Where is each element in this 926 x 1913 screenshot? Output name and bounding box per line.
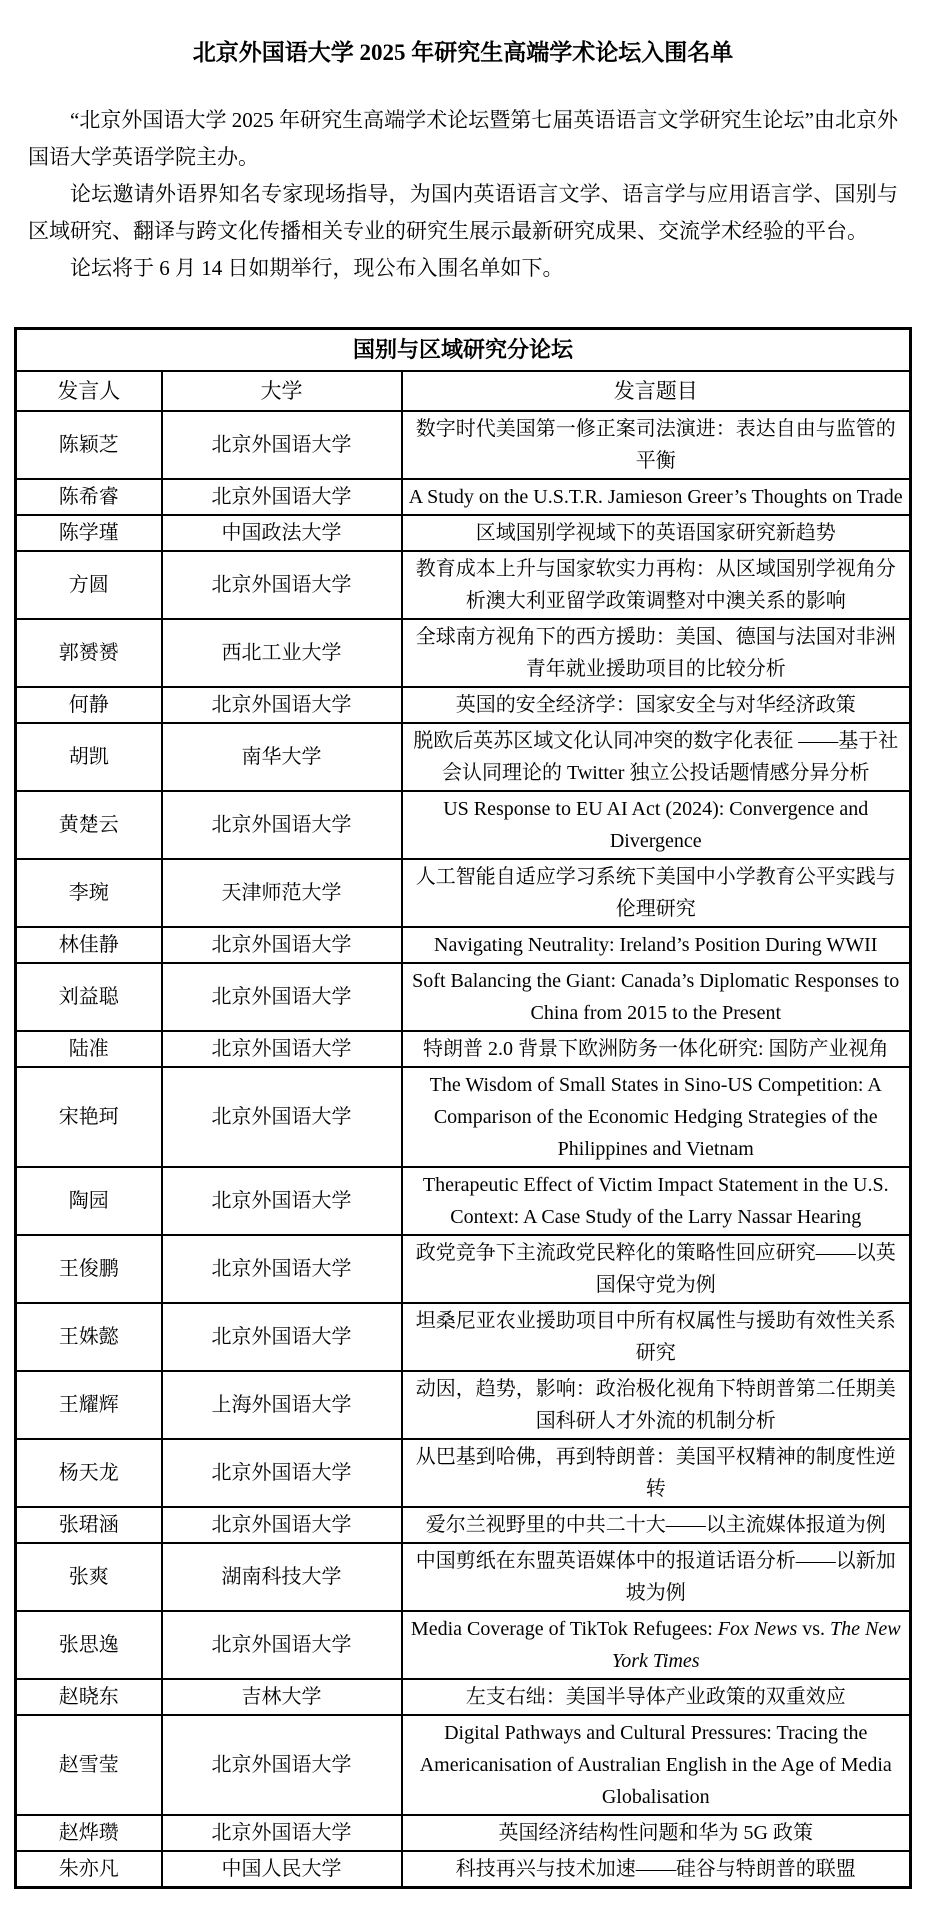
university-cell: 北京外国语大学 bbox=[162, 791, 402, 859]
speaker-cell: 陆准 bbox=[16, 1031, 162, 1067]
table-row bbox=[16, 1851, 911, 1888]
university-cell: 北京外国语大学 bbox=[162, 1715, 402, 1815]
table-row bbox=[16, 551, 911, 619]
document-title: 北京外国语大学 2025 年研究生高端学术论坛入围名单 bbox=[192, 40, 734, 65]
table-row bbox=[16, 1439, 911, 1507]
table-column-header-row bbox=[16, 371, 911, 411]
speaker-cell: 林佳静 bbox=[16, 927, 162, 963]
university-cell: 北京外国语大学 bbox=[162, 1031, 402, 1067]
topic-cell: 脱欧后英苏区域文化认同冲突的数字化表征 ——基于社会认同理论的 Twitter 独立公投话题情感分异分析 bbox=[402, 723, 911, 791]
university-cell: 北京外国语大学 bbox=[162, 963, 402, 1031]
university-cell: 北京外国语大学 bbox=[162, 1235, 402, 1303]
speaker-cell: 王姝懿 bbox=[16, 1303, 162, 1371]
topic-cell: US Response to EU AI Act (2024): Convergence and Divergence bbox=[402, 791, 911, 859]
topic-cell: 爱尔兰视野里的中共二十大——以主流媒体报道为例 bbox=[402, 1507, 911, 1543]
university-cell: 北京外国语大学 bbox=[162, 411, 402, 479]
university-cell: 北京外国语大学 bbox=[162, 1303, 402, 1371]
university-cell: 北京外国语大学 bbox=[162, 551, 402, 619]
topic-cell: Soft Balancing the Giant: Canada’s Diplomatic Responses to China from 2015 to the Present bbox=[402, 963, 911, 1031]
speaker-cell: 胡凯 bbox=[16, 723, 162, 791]
forum-table bbox=[14, 327, 912, 1889]
topic-cell: 数字时代美国第一修正案司法演进：表达自由与监管的平衡 bbox=[402, 411, 911, 479]
topic-cell: A Study on the U.S.T.R. Jamieson Greer’s Thoughts on Trade bbox=[402, 479, 911, 515]
intro-paragraph-host: “北京外国语大学 2025 年研究生高端学术论坛暨第七届英语语言文学研究生论坛”由北京外国语大学英语学院主办。 bbox=[28, 108, 898, 169]
table-row bbox=[16, 723, 911, 791]
table-row bbox=[16, 927, 911, 963]
university-cell: 湖南科技大学 bbox=[162, 1543, 402, 1611]
university-cell: 北京外国语大学 bbox=[162, 1167, 402, 1235]
university-cell: 北京外国语大学 bbox=[162, 927, 402, 963]
topic-cell: 中国剪纸在东盟英语媒体中的报道话语分析——以新加坡为例 bbox=[402, 1543, 911, 1611]
table-row bbox=[16, 515, 911, 551]
speaker-cell: 赵晓东 bbox=[16, 1679, 162, 1715]
university-cell: 天津师范大学 bbox=[162, 859, 402, 927]
topic-cell: 政党竞争下主流政党民粹化的策略性回应研究——以英国保守党为例 bbox=[402, 1235, 911, 1303]
university-cell: 北京外国语大学 bbox=[162, 1507, 402, 1543]
topic-cell: 英国的安全经济学：国家安全与对华经济政策 bbox=[402, 687, 911, 723]
table-row bbox=[16, 1507, 911, 1543]
table-row bbox=[16, 411, 911, 479]
university-cell: 南华大学 bbox=[162, 723, 402, 791]
topic-cell: 从巴基到哈佛，再到特朗普：美国平权精神的制度性逆转 bbox=[402, 1439, 911, 1507]
table-row bbox=[16, 1371, 911, 1439]
university-cell: 北京外国语大学 bbox=[162, 479, 402, 515]
university-cell: 中国人民大学 bbox=[162, 1851, 402, 1888]
speaker-cell: 张爽 bbox=[16, 1543, 162, 1611]
speaker-cell: 朱亦凡 bbox=[16, 1851, 162, 1888]
speaker-cell: 张思逸 bbox=[16, 1611, 162, 1679]
university-cell: 中国政法大学 bbox=[162, 515, 402, 551]
speaker-cell: 何静 bbox=[16, 687, 162, 723]
table-row bbox=[16, 1235, 911, 1303]
topic-cell: 坦桑尼亚农业援助项目中所有权属性与援助有效性关系研究 bbox=[402, 1303, 911, 1371]
table-section-header: 国别与区域研究分论坛 bbox=[16, 329, 911, 372]
column-header-topic: 发言题目 bbox=[402, 371, 911, 411]
topic-cell: Digital Pathways and Cultural Pressures: Tracing the Americanisation of Australian English in the Age of Media Globalisation bbox=[402, 1715, 911, 1815]
speaker-cell: 黄楚云 bbox=[16, 791, 162, 859]
table-row bbox=[16, 1543, 911, 1611]
table-row bbox=[16, 1715, 911, 1815]
speaker-cell: 郭赟赟 bbox=[16, 619, 162, 687]
topic-cell: Therapeutic Effect of Victim Impact Statement in the U.S. Context: A Case Study of the Larry Nassar Hearing bbox=[402, 1167, 911, 1235]
table-section-row bbox=[16, 329, 911, 372]
speaker-cell: 方圆 bbox=[16, 551, 162, 619]
university-cell: 北京外国语大学 bbox=[162, 1067, 402, 1167]
university-cell: 北京外国语大学 bbox=[162, 1815, 402, 1851]
speaker-cell: 赵烨瓒 bbox=[16, 1815, 162, 1851]
intro-paragraph-purpose: 论坛邀请外语界知名专家现场指导，为国内英语语言文学、语言学与应用语言学、国别与区域研究、翻译与跨文化传播相关专业的研究生展示最新研究成果、交流学术经验的平台。 bbox=[28, 182, 898, 243]
speaker-cell: 王俊鹏 bbox=[16, 1235, 162, 1303]
column-header-speaker: 发言人 bbox=[16, 371, 162, 411]
topic-cell: 左支右绌：美国半导体产业政策的双重效应 bbox=[402, 1679, 911, 1715]
speaker-cell: 陈学瑾 bbox=[16, 515, 162, 551]
speaker-cell: 李琬 bbox=[16, 859, 162, 927]
topic-cell: 区域国别学视域下的英语国家研究新趋势 bbox=[402, 515, 911, 551]
table-row bbox=[16, 1067, 911, 1167]
topic-cell: 科技再兴与技术加速——硅谷与特朗普的联盟 bbox=[402, 1851, 911, 1888]
topic-cell: Navigating Neutrality: Ireland’s Position During WWII bbox=[402, 927, 911, 963]
topic-cell: Media Coverage of TikTok Refugees: Fox News vs. The New York Times bbox=[402, 1611, 911, 1679]
topic-cell: 人工智能自适应学习系统下美国中小学教育公平实践与伦理研究 bbox=[402, 859, 911, 927]
university-cell: 北京外国语大学 bbox=[162, 1611, 402, 1679]
table-row bbox=[16, 1611, 911, 1679]
speaker-cell: 赵雪莹 bbox=[16, 1715, 162, 1815]
table-row bbox=[16, 859, 911, 927]
speaker-cell: 宋艳珂 bbox=[16, 1067, 162, 1167]
speaker-cell: 陶园 bbox=[16, 1167, 162, 1235]
university-cell: 上海外国语大学 bbox=[162, 1371, 402, 1439]
topic-cell: 特朗普 2.0 背景下欧洲防务一体化研究: 国防产业视角 bbox=[402, 1031, 911, 1067]
table-row bbox=[16, 1303, 911, 1371]
university-cell: 北京外国语大学 bbox=[162, 1439, 402, 1507]
table-row bbox=[16, 1167, 911, 1235]
speaker-cell: 杨天龙 bbox=[16, 1439, 162, 1507]
topic-cell: 全球南方视角下的西方援助：美国、德国与法国对非洲青年就业援助项目的比较分析 bbox=[402, 619, 911, 687]
table-row bbox=[16, 619, 911, 687]
topic-cell: 英国经济结构性问题和华为 5G 政策 bbox=[402, 1815, 911, 1851]
university-cell: 北京外国语大学 bbox=[162, 687, 402, 723]
topic-cell: 动因，趋势，影响：政治极化视角下特朗普第二任期美国科研人才外流的机制分析 bbox=[402, 1371, 911, 1439]
speaker-cell: 刘益聪 bbox=[16, 963, 162, 1031]
table-row bbox=[16, 479, 911, 515]
forum-table-wrapper bbox=[14, 327, 912, 1889]
speaker-cell: 张珺涵 bbox=[16, 1507, 162, 1543]
intro-paragraph-date: 论坛将于 6 月 14 日如期举行，现公布入围名单如下。 bbox=[70, 256, 564, 280]
topic-cell: The Wisdom of Small States in Sino-US Competition: A Comparison of the Economic Hedging Strategies of the Philippines and Vietnam bbox=[402, 1067, 911, 1167]
university-cell: 吉林大学 bbox=[162, 1679, 402, 1715]
table-row bbox=[16, 791, 911, 859]
column-header-university: 大学 bbox=[162, 371, 402, 411]
speaker-cell: 陈希睿 bbox=[16, 479, 162, 515]
table-row bbox=[16, 1031, 911, 1067]
table-row bbox=[16, 1679, 911, 1715]
university-cell: 西北工业大学 bbox=[162, 619, 402, 687]
table-row bbox=[16, 687, 911, 723]
speaker-cell: 陈颖芝 bbox=[16, 411, 162, 479]
table-row bbox=[16, 963, 911, 1031]
topic-cell: 教育成本上升与国家软实力再构：从区域国别学视角分析澳大利亚留学政策调整对中澳关系的影响 bbox=[402, 551, 911, 619]
speaker-cell: 王耀辉 bbox=[16, 1371, 162, 1439]
